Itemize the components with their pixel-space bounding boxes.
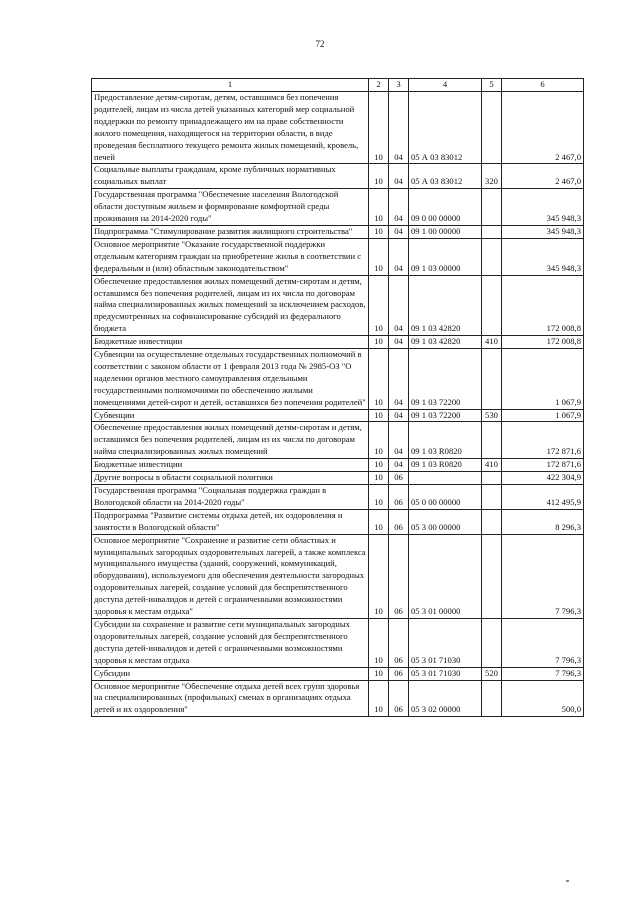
amount-cell: 172 871,6 (502, 459, 584, 472)
section-code-cell: 10 (369, 164, 389, 189)
subsection-code-cell: 04 (389, 92, 409, 164)
amount-cell: 7 796,3 (502, 667, 584, 680)
row-name-cell: Обеспечение предоставления жилых помещений детям-сиротам и детям, оставшимся без попечения родителей, лицам из их числа по договорам найма специализированных жилых помещений за исключением расходов, предусмотренных на софинансирование субсидий из федерального бюджета (92, 275, 369, 336)
expense-type-cell (482, 485, 502, 510)
amount-cell: 345 948,3 (502, 189, 584, 226)
table-row (92, 238, 584, 275)
row-name-cell: Основное мероприятие "Обеспечение отдыха детей всех групп здоровья на специализированных (профильных) сменах в организациях отдыха детей и их оздоровления" (92, 680, 369, 717)
header-cell: 2 (369, 79, 389, 92)
expense-type-cell (482, 349, 502, 410)
row-name-cell: Бюджетные инвестиции (92, 459, 369, 472)
section-code-cell: 10 (369, 459, 389, 472)
row-name-cell: Основное мероприятие "Оказание государственной поддержки отдельным категориям граждан на приобретение жилья в соответствии с федеральным и (или) областным законодательством" (92, 238, 369, 275)
subsection-code-cell: 04 (389, 238, 409, 275)
amount-cell: 1 067,9 (502, 409, 584, 422)
expense-type-cell: 410 (482, 336, 502, 349)
target-article-cell: 05 3 01 00000 (409, 534, 482, 618)
header-cell: 6 (502, 79, 584, 92)
expense-type-cell (482, 534, 502, 618)
table-row (92, 459, 584, 472)
subsection-code-cell: 06 (389, 618, 409, 667)
amount-cell: 422 304,9 (502, 472, 584, 485)
target-article-cell: 05 3 01 71030 (409, 618, 482, 667)
page-number: 72 (315, 39, 325, 49)
expense-type-cell (482, 238, 502, 275)
subsection-code-cell: 04 (389, 275, 409, 336)
target-article-cell: 09 1 03 42820 (409, 275, 482, 336)
subsection-code-cell: 04 (389, 459, 409, 472)
table-row (92, 422, 584, 459)
target-article-cell: 09 0 00 00000 (409, 189, 482, 226)
expense-type-cell: 530 (482, 409, 502, 422)
expense-type-cell: 320 (482, 164, 502, 189)
budget-table (91, 78, 584, 717)
row-name-cell: Субсидии (92, 667, 369, 680)
table-row (92, 275, 584, 336)
table-row (92, 92, 584, 164)
table-row (92, 534, 584, 618)
header-cell: 4 (409, 79, 482, 92)
target-article-cell: 05 А 03 83012 (409, 92, 482, 164)
target-article-cell (409, 472, 482, 485)
expense-type-cell (482, 509, 502, 534)
expense-type-cell: 520 (482, 667, 502, 680)
amount-cell: 412 495,9 (502, 485, 584, 510)
table-row (92, 225, 584, 238)
target-article-cell: 09 1 00 00000 (409, 225, 482, 238)
section-code-cell: 10 (369, 509, 389, 534)
row-name-cell: Другие вопросы в области социальной политики (92, 472, 369, 485)
section-code-cell: 10 (369, 189, 389, 226)
amount-cell: 172 008,8 (502, 275, 584, 336)
amount-cell: 2 467,0 (502, 164, 584, 189)
table-row (92, 472, 584, 485)
table-row (92, 618, 584, 667)
section-code-cell: 10 (369, 336, 389, 349)
target-article-cell: 05 0 00 00000 (409, 485, 482, 510)
amount-cell: 345 948,3 (502, 225, 584, 238)
section-code-cell: 10 (369, 238, 389, 275)
target-article-cell: 05 А 03 83012 (409, 164, 482, 189)
subsection-code-cell: 04 (389, 336, 409, 349)
section-code-cell: 10 (369, 409, 389, 422)
section-code-cell: 10 (369, 472, 389, 485)
expense-type-cell (482, 422, 502, 459)
amount-cell: 7 796,3 (502, 534, 584, 618)
scan-mark (566, 880, 569, 882)
target-article-cell: 09 1 03 R0820 (409, 422, 482, 459)
amount-cell: 2 467,0 (502, 92, 584, 164)
target-article-cell: 09 1 03 00000 (409, 238, 482, 275)
section-code-cell: 10 (369, 275, 389, 336)
row-name-cell: Обеспечение предоставления жилых помещений детям-сиротам и детям, оставшимся без попечения родителей, лицам из их числа по договорам найма специализированных жилых помещений (92, 422, 369, 459)
target-article-cell: 09 1 03 R0820 (409, 459, 482, 472)
table-row (92, 509, 584, 534)
row-name-cell: Субвенции (92, 409, 369, 422)
table-row (92, 349, 584, 410)
section-code-cell: 10 (369, 225, 389, 238)
subsection-code-cell: 04 (389, 422, 409, 459)
row-name-cell: Субсидии на сохранение и развитие сети муниципальных загородных оздоровительных лагерей, создание условий для беспрепятственного доступа детей-инвалидов и детей с ограниченными возможностями здоровья к местам отдыха (92, 618, 369, 667)
section-code-cell: 10 (369, 534, 389, 618)
expense-type-cell (482, 275, 502, 336)
target-article-cell: 05 3 00 00000 (409, 509, 482, 534)
table-row (92, 667, 584, 680)
expense-type-cell: 410 (482, 459, 502, 472)
subsection-code-cell: 04 (389, 189, 409, 226)
subsection-code-cell: 06 (389, 472, 409, 485)
target-article-cell: 05 3 02 00000 (409, 680, 482, 717)
section-code-cell: 10 (369, 618, 389, 667)
amount-cell: 345 948,3 (502, 238, 584, 275)
amount-cell: 8 296,3 (502, 509, 584, 534)
subsection-code-cell: 04 (389, 349, 409, 410)
expense-type-cell (482, 680, 502, 717)
section-code-cell: 10 (369, 667, 389, 680)
subsection-code-cell: 06 (389, 667, 409, 680)
header-cell: 5 (482, 79, 502, 92)
subsection-code-cell: 04 (389, 164, 409, 189)
expense-type-cell (482, 472, 502, 485)
header-cell: 3 (389, 79, 409, 92)
section-code-cell: 10 (369, 92, 389, 164)
table-row (92, 164, 584, 189)
row-name-cell: Социальные выплаты гражданам, кроме публичных нормативных социальных выплат (92, 164, 369, 189)
row-name-cell: Подпрограмма "Развитие системы отдыха детей, их оздоровления и занятости в Вологодской области" (92, 509, 369, 534)
amount-cell: 172 008,8 (502, 336, 584, 349)
section-code-cell: 10 (369, 485, 389, 510)
row-name-cell: Субвенции на осуществление отдельных государственных полномочий в соответствии с законом области от 1 февраля 2013 года № 2985-ОЗ "О наделении органов местного самоуправления отдельными государственными полномочиями по обеспечению жилыми помещениями детей-сирот и детей, оставшихся без попечения родителей" (92, 349, 369, 410)
row-name-cell: Подпрограмма "Стимулирование развития жилищного строительства" (92, 225, 369, 238)
row-name-cell: Основное мероприятие "Сохранение и развитие сети областных и муниципальных загородных оздоровительных лагерей, а также комплекса муниципального имущества (зданий, сооружений, коммуникаций, оборудования), используемого для обеспечения деятельности загородных оздоровительных лагерей, создание условий для беспрепятственного доступа детей-инвалидов и детей с ограниченными возможностями здоровья к местам отдыха" (92, 534, 369, 618)
table-header-row (92, 79, 584, 92)
expense-type-cell (482, 189, 502, 226)
subsection-code-cell: 06 (389, 534, 409, 618)
section-code-cell: 10 (369, 422, 389, 459)
row-name-cell: Предоставление детям-сиротам, детям, оставшимся без попечения родителей, лицам из числа детей указанных категорий мер социальной поддержки по ремонту принадлежащего им на праве собственности жилого помещения, находящегося на территории области, в виде проведения бесплатного текущего ремонта жилых помещений, кровель, печей (92, 92, 369, 164)
target-article-cell: 09 1 03 72200 (409, 409, 482, 422)
table-row (92, 409, 584, 422)
subsection-code-cell: 04 (389, 409, 409, 422)
amount-cell: 500,0 (502, 680, 584, 717)
target-article-cell: 09 1 03 72200 (409, 349, 482, 410)
expense-type-cell (482, 618, 502, 667)
subsection-code-cell: 04 (389, 225, 409, 238)
table-row (92, 189, 584, 226)
expense-type-cell (482, 92, 502, 164)
table-row (92, 680, 584, 717)
expense-type-cell (482, 225, 502, 238)
header-cell: 1 (92, 79, 369, 92)
section-code-cell: 10 (369, 680, 389, 717)
target-article-cell: 05 3 01 71030 (409, 667, 482, 680)
row-name-cell: Бюджетные инвестиции (92, 336, 369, 349)
amount-cell: 1 067,9 (502, 349, 584, 410)
subsection-code-cell: 06 (389, 485, 409, 510)
amount-cell: 7 796,3 (502, 618, 584, 667)
row-name-cell: Государственная программа "Социальная поддержка граждан в Вологодской области на 2014-2020 годы" (92, 485, 369, 510)
section-code-cell: 10 (369, 349, 389, 410)
amount-cell: 172 871,6 (502, 422, 584, 459)
subsection-code-cell: 06 (389, 680, 409, 717)
row-name-cell: Государственная программа "Обеспечение населения Вологодской области доступным жильем и формирование комфортной среды проживания на 2014-2020 годы" (92, 189, 369, 226)
target-article-cell: 09 1 03 42820 (409, 336, 482, 349)
table-row (92, 485, 584, 510)
subsection-code-cell: 06 (389, 509, 409, 534)
table-row (92, 336, 584, 349)
